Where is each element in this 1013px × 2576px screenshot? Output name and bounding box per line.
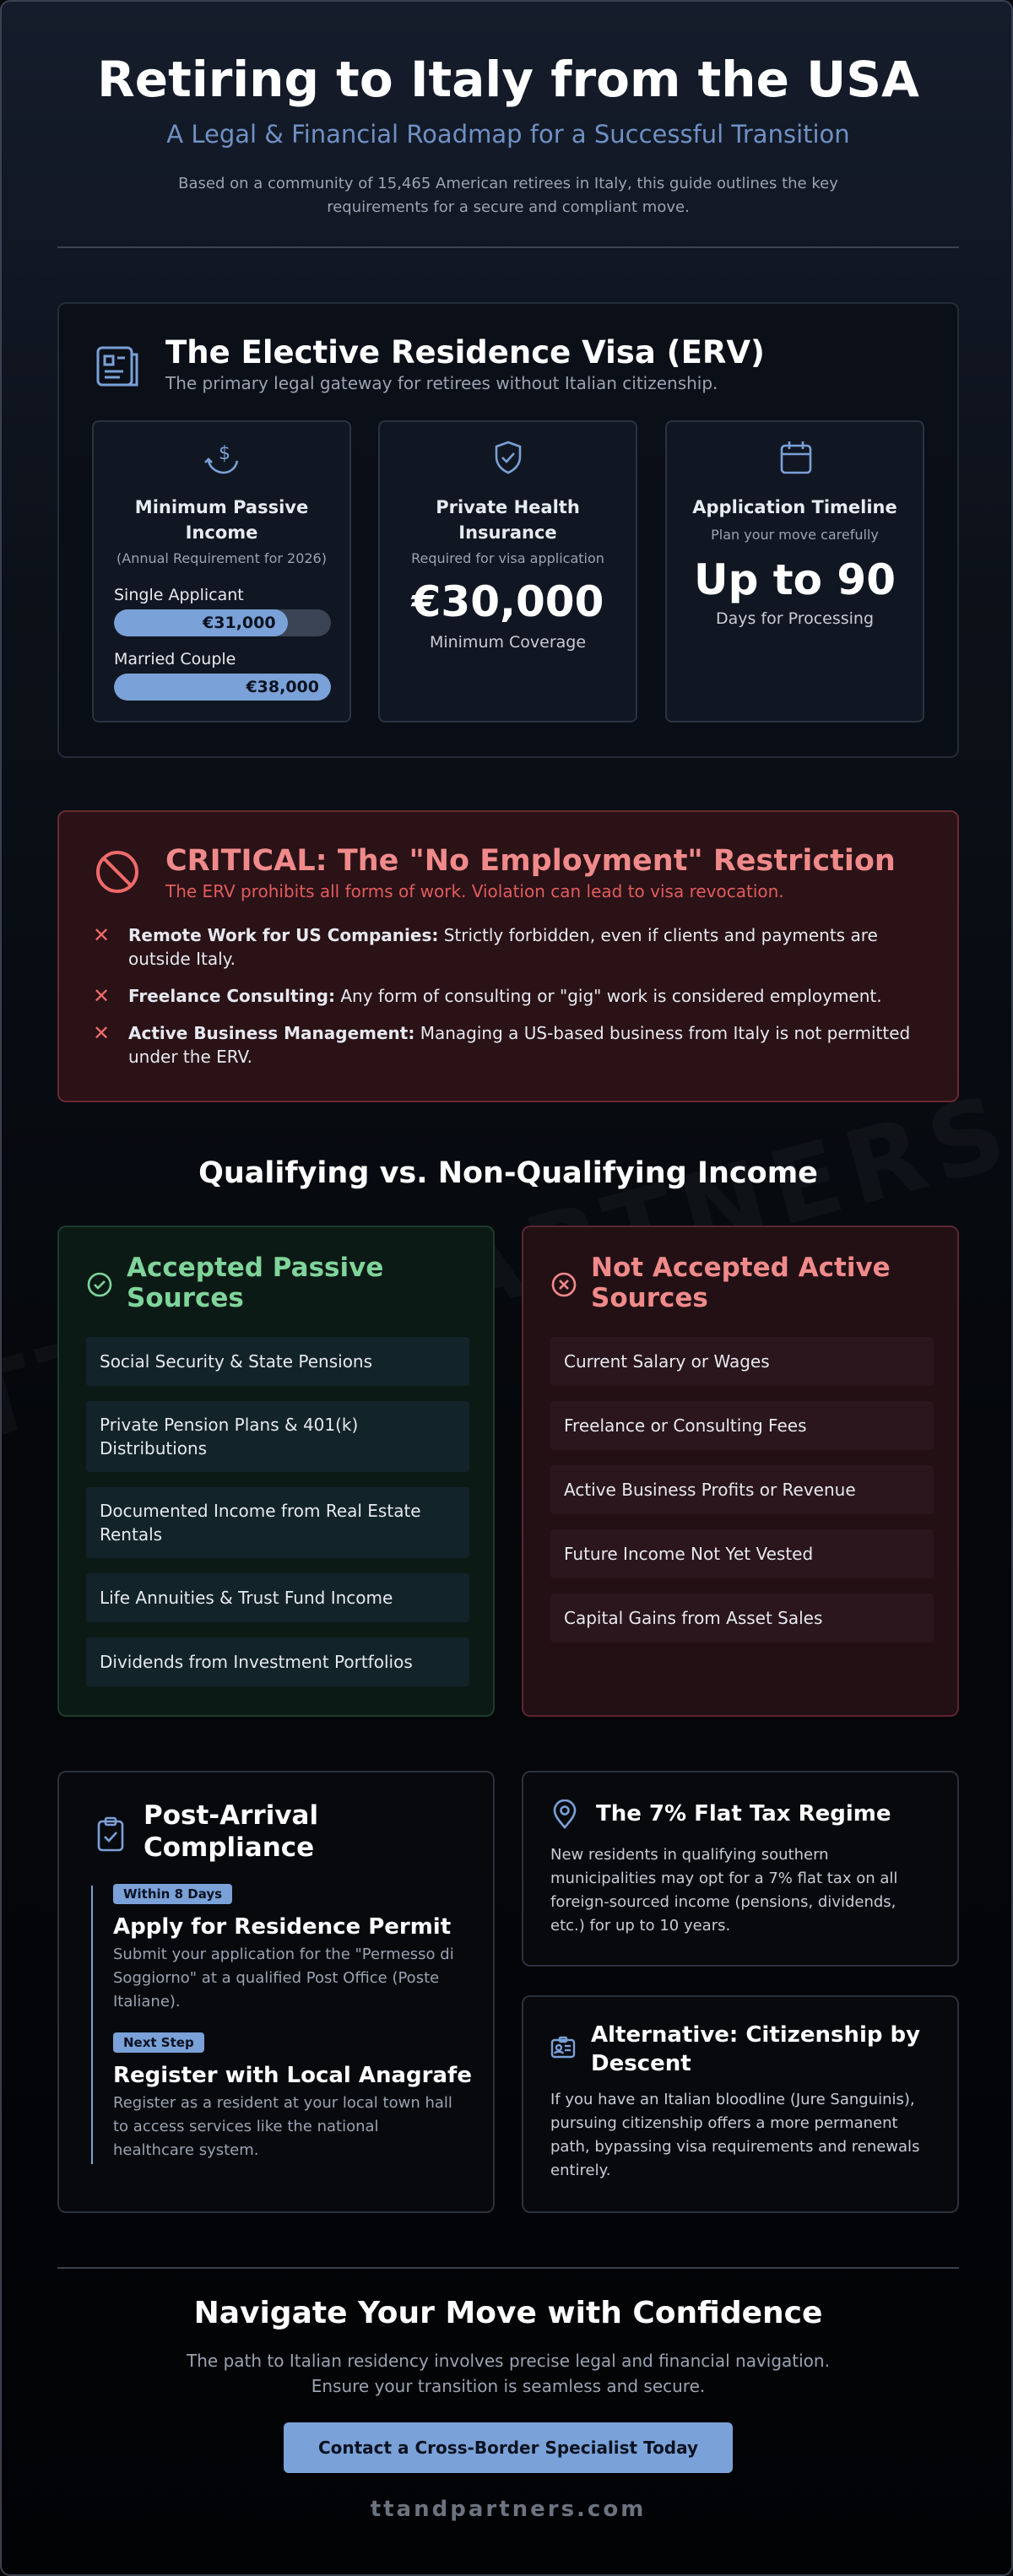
married-couple-value: €38,000 <box>114 674 331 701</box>
health-insurance-note: Required for visa application <box>411 550 604 566</box>
check-circle-icon <box>86 1271 113 1298</box>
single-applicant-label: Single Applicant <box>114 586 244 604</box>
single-applicant-value: €31,000 <box>114 609 288 636</box>
svg-text:$: $ <box>219 443 230 464</box>
header-divider <box>57 246 959 248</box>
footer-title: Navigate Your Move with Confidence <box>193 2296 823 2330</box>
step-badge: Next Step <box>113 2032 204 2053</box>
prohibited-icon <box>95 849 140 895</box>
flat-tax-title: The 7% Flat Tax Regime <box>596 1801 891 1826</box>
accepted-sources-card <box>57 1226 495 1717</box>
contact-specialist-button[interactable]: Contact a Cross-Border Specialist Today <box>284 2422 733 2473</box>
restriction-item: Freelance Consulting: Any form of consulting or "gig" work is considered employment. <box>128 986 882 1006</box>
restriction-item: Remote Work for US Companies: Strictly forbidden, even if clients and payments are outside Italy. <box>128 925 878 969</box>
erv-subtitle: The primary legal gateway for retirees without Italian citizenship. <box>165 373 718 393</box>
critical-title: CRITICAL: The "No Employment" Restriction <box>165 844 896 878</box>
single-applicant-bar <box>114 609 331 636</box>
anchor-dollar-icon <box>202 439 242 476</box>
critical-subtitle: The ERV prohibits all forms of work. Violation can lead to visa revocation. <box>165 881 784 901</box>
rejected-item: Active Business Profits or Revenue <box>550 1465 934 1514</box>
rejected-item: Future Income Not Yet Vested <box>550 1529 934 1578</box>
step-description: Submit your application for the "Permesso di Soggiorno" at a qualified Post Office (Poste Italiane). <box>113 1946 454 2010</box>
married-couple-bar <box>114 674 331 701</box>
site-url[interactable]: ttandpartners.com <box>370 2497 647 2522</box>
application-timeline-note: Plan your move carefully <box>711 527 879 543</box>
calendar-icon <box>778 439 814 476</box>
timeline-line <box>91 1886 93 2164</box>
step-description: Register as a resident at your local town hall to access services like the national healthcare system. <box>113 2094 452 2159</box>
erv-title: The Elective Residence Visa (ERV) <box>165 334 765 371</box>
citizenship-text: If you have an Italian bloodline (Jure Sanguinis), pursuing citizenship offers a more permanent path, bypassing visa requirements and renewals entirely. <box>550 2091 920 2179</box>
accepted-item: Documented Income from Real Estate Rentals <box>86 1487 469 1558</box>
health-insurance-title: Private Health Insurance <box>436 497 580 543</box>
step-badge: Within 8 Days <box>113 1884 232 1904</box>
accepted-title: Accepted Passive Sources <box>127 1253 384 1313</box>
min-income-card <box>92 420 351 722</box>
x-circle-icon <box>550 1271 577 1298</box>
page-title: Retiring to Italy from the USA <box>97 51 919 108</box>
min-income-note: (Annual Requirement for 2026) <box>116 550 327 566</box>
rejected-item: Freelance or Consulting Fees <box>550 1401 934 1450</box>
coverage-caption: Minimum Coverage <box>429 633 587 652</box>
map-pin-icon <box>552 1799 577 1830</box>
timeline-caption: Days for Processing <box>715 609 875 628</box>
clipboard-check-icon <box>96 1816 125 1852</box>
accepted-item: Private Pension Plans & 401(k) Distributions <box>86 1401 469 1472</box>
income-comparison-heading: Qualifying vs. Non-Qualifying Income <box>198 1156 818 1190</box>
shield-check-icon <box>491 439 525 476</box>
id-card-icon <box>550 2036 576 2059</box>
application-timeline-card <box>665 420 924 722</box>
rejected-item: Capital Gains from Asset Sales <box>550 1594 934 1642</box>
rejected-sources-card <box>522 1226 959 1717</box>
page-description: Based on a community of 15,465 American retirees in Italy, this guide outlines the key requirements for a secure and compliant move. <box>178 175 838 216</box>
accepted-item: Life Annuities & Trust Fund Income <box>86 1573 469 1622</box>
page-subtitle: A Legal & Financial Roadmap for a Successful Transition <box>166 120 850 149</box>
accepted-item: Dividends from Investment Portfolios <box>86 1637 469 1686</box>
close-icon: ✕ <box>93 923 111 947</box>
min-income-title: Minimum Passive Income <box>134 497 309 543</box>
coverage-amount: €30,000 <box>411 577 604 626</box>
citizenship-title: Alternative: Citizenship by Descent <box>591 2022 921 2076</box>
footer-text: The path to Italian residency involves precise legal and financial navigation. Ensure your transition is seamless and secure. <box>187 2351 830 2396</box>
step-title: Apply for Residence Permit <box>113 1914 452 1940</box>
passport-icon <box>95 343 140 388</box>
close-icon: ✕ <box>93 1021 111 1045</box>
application-timeline-title: Application Timeline <box>692 497 897 517</box>
compliance-title: Post-Arrival Compliance <box>144 1800 319 1863</box>
step-title: Register with Local Anagrafe <box>113 2063 472 2088</box>
restriction-item: Active Business Management: Managing a US-based business from Italy is not permitted under the ERV. <box>128 1023 911 1067</box>
flat-tax-text: New residents in qualifying southern municipalities may opt for a 7% flat tax on all foreign-sourced income (pensions, dividends, etc.) for up to 10 years. <box>550 1846 898 1935</box>
accepted-item: Social Security & State Pensions <box>86 1337 469 1386</box>
rejected-item: Current Salary or Wages <box>550 1337 934 1386</box>
rejected-title: Not Accepted Active Sources <box>591 1253 891 1313</box>
footer-divider <box>57 2267 959 2269</box>
health-insurance-card <box>378 420 637 722</box>
married-couple-label: Married Couple <box>114 650 236 668</box>
close-icon: ✕ <box>93 984 111 1008</box>
timeline-amount: Up to 90 <box>693 555 897 604</box>
